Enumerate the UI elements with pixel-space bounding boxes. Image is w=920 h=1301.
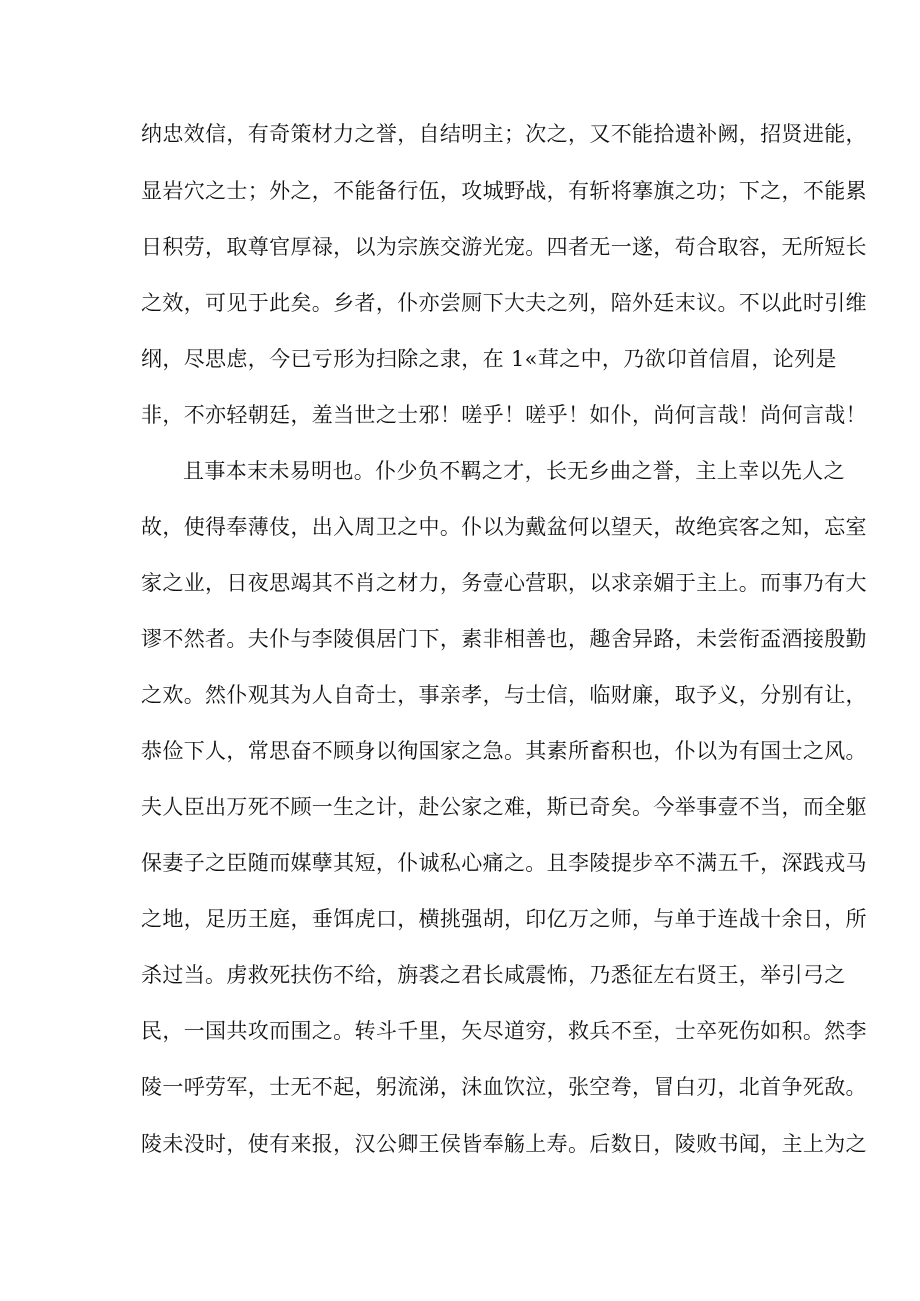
text-line: 家之业，日夜思竭其不肖之材力，务壹心营职，以求亲媚于主上。而事乃有大	[141, 571, 867, 595]
text-line: 之地，足历王庭，垂饵虎口，横挑强胡，印亿万之师，与单于连战十余日，所	[141, 907, 867, 931]
text-line: 陵一呼劳军，士无不起，躬流涕，沬血饮泣，张空弮，冒白刃，北首争死敌。	[141, 1075, 867, 1099]
text-line: 杀过当。虏救死扶伤不给，旃裘之君长咸震怖，乃悉征左右贤王，举引弓之	[141, 963, 846, 987]
text-line: 纲，尽思虑，今已亏形为扫除之隶，在 1«茸之中，乃欲卬首信眉，论列是	[141, 347, 837, 371]
text-line: 之欢。然仆观其为人自奇士，事亲孝，与士信，临财廉，取予义，分别有让，	[141, 683, 867, 707]
text-line: 非，不亦轻朝廷，羞当世之士邪！嗟乎！嗟乎！如仆，尚何言哉！尚何言哉！	[141, 403, 867, 427]
paragraph-first-line: 且事本末未易明也。仆少负不羁之才，长无乡曲之誉，主上幸以先人之	[183, 459, 845, 483]
text-line: 民，一国共攻而围之。转斗千里，矢尽道穷，救兵不至，士卒死伤如积。然李	[141, 1019, 867, 1043]
text-line: 夫人臣出万死不顾一生之计，赴公家之难，斯已奇矣。今举事壹不当，而全躯	[141, 795, 867, 819]
text-line: 故，使得奉薄伎，出入周卫之中。仆以为戴盆何以望天，故绝宾客之知，忘室	[141, 515, 867, 539]
text-line: 纳忠效信，有奇策材力之誉，自结明主；次之，又不能拾遗补阙，招贤进能，	[141, 122, 867, 146]
text-line: 显岩穴之士；外之，不能备行伍，攻城野战，有斩将搴旗之功；下之，不能累	[141, 179, 867, 203]
text-line: 恭俭下人，常思奋不顾身以徇国家之急。其素所畜积也，仆以为有国士之风。	[141, 739, 867, 763]
text-line: 陵未没时，使有来报，汉公卿王侯皆奉觞上寿。后数日，陵败书闻，主上为之	[141, 1132, 867, 1156]
text-line: 日积劳，取尊官厚禄，以为宗族交游光宠。四者无一遂，苟合取容，无所短长	[141, 235, 867, 259]
text-line: 之效，可见于此矣。乡者，仆亦尝厕下大夫之列，陪外廷末议。不以此时引维	[141, 291, 867, 315]
text-line: 保妻子之臣随而媒孽其短，仆诚私心痛之。且李陵提步卒不满五千，深践戎马	[141, 851, 867, 875]
text-line: 谬不然者。夫仆与李陵俱居门下，素非相善也，趣舍异路，未尝衔盃酒接殷勤	[141, 627, 867, 651]
